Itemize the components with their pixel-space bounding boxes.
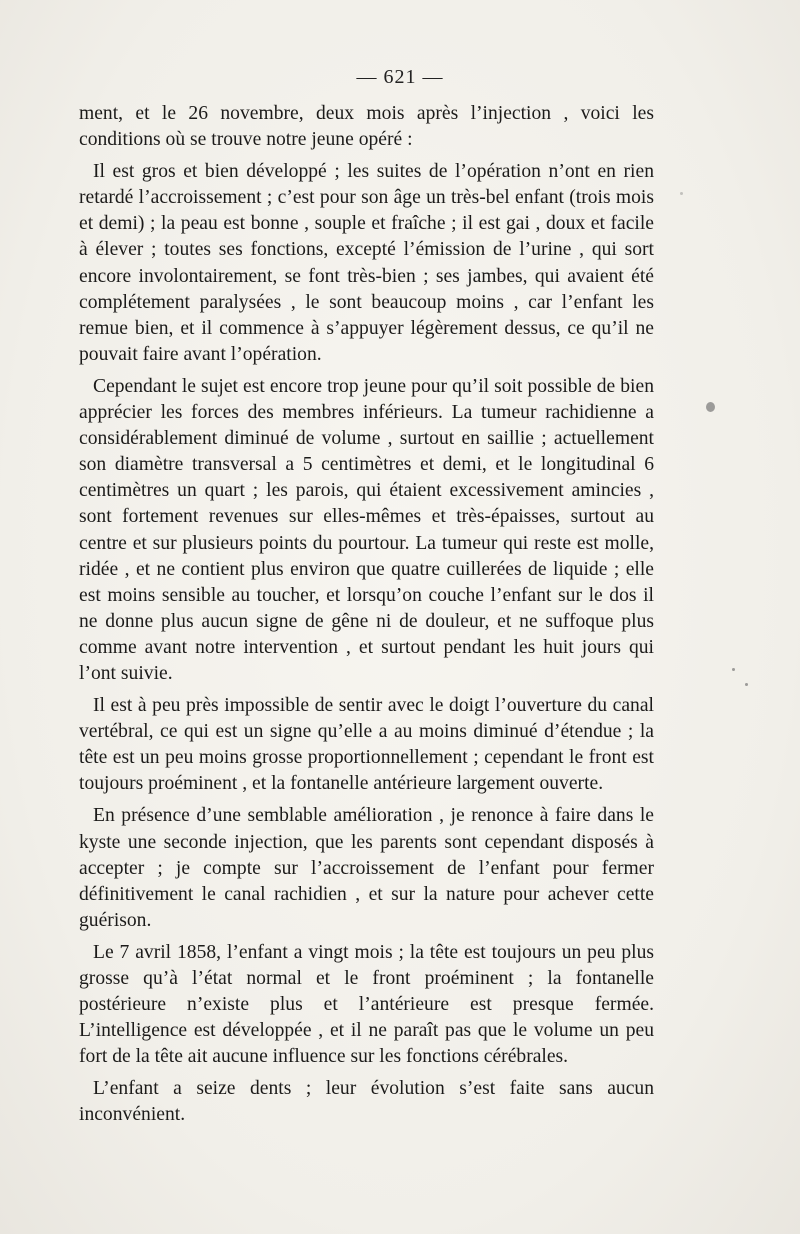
ink-speck — [732, 668, 735, 671]
paragraph-5: En présence d’une semblable amélioration , je renonce à faire dans le kyste une seconde injection, que les parents sont cependant disposés à accepter ; je compte sur l’accroissement de l’enfant pour fermer définitivement le canal rachidien , et sur la nature pour achever cette guérison. — [79, 805, 654, 931]
ink-speck — [745, 683, 748, 686]
body-text — [79, 101, 654, 1135]
paragraph-2: Il est gros et bien développé ; les suites de l’opération n’ont en rien retardé l’accroissement ; c’est pour son âge un très-bel enfant (trois mois et demi) ; la peau est bonne , souple et fraîche ; il est gai , doux et facile à élever ; toutes ses fonctions, excepté l’émission de l’urine , qui sort encore involontairement, se font très-bien ; ses jambes, qui avaient été complétement paralysées , le sont beaucoup moins , car l’enfant les remue bien, et il commence à s’appuyer légèrement dessus, ce qu’il ne pouvait faire avant l’opération. — [79, 161, 654, 365]
paragraph-7: L’enfant a seize dents ; leur évolution s’est faite sans aucun inconvénient. — [79, 1078, 654, 1126]
paragraph-4: Il est à peu près impossible de sentir avec le doigt l’ouverture du canal vertébral, ce qui est un signe qu’elle a au moins diminué d’étendue ; la tête est un peu moins grosse proportionnellement ; cependant le front est toujours proéminent , et la fontanelle antérieure largement ouverte. — [79, 695, 654, 795]
ink-speck — [706, 402, 715, 412]
page-number: — 621 — — [356, 66, 444, 88]
paragraph-1: ment, et le 26 novembre, deux mois après l’injection , voici les conditions où se trouve notre jeune opéré : — [79, 103, 654, 151]
paragraph-3: Cependant le sujet est encore trop jeune pour qu’il soit possible de bien apprécier les forces des membres inférieurs. La tumeur rachidienne a considérablement diminué de volume , surtout en saillie ; actuellement son diamètre transversal a 5 centimètres et demi, et le longitudinal 6 centimètres un quart ; les parois, qui étaient excessivement amincies , sont fortement revenues sur elles-mêmes et très-épaisses, surtout au centre et sur plusieurs points du pourtour. La tumeur qui reste est molle, ridée , et ne contient plus environ que quatre cuillerées de liquide ; elle est moins sensible au toucher, et lorsqu’on couche l’enfant sur le dos il ne donne plus aucun signe de gêne ni de douleur, et ne suffoque plus comme avant notre intervention , et surtout pendant les huit jours qui l’ont suivie. — [79, 375, 654, 684]
paragraph-6: Le 7 avril 1858, l’enfant a vingt mois ; la tête est toujours un peu plus grosse qu’à l’état normal et le front proéminent ; la fontanelle postérieure n’existe plus et l’antérieure est presque fermée. L’intelligence est développée , et il ne paraît pas que le volume un peu fort de la tête ait aucune influence sur les fonctions cérébrales. — [79, 941, 654, 1068]
ink-speck — [680, 192, 683, 195]
